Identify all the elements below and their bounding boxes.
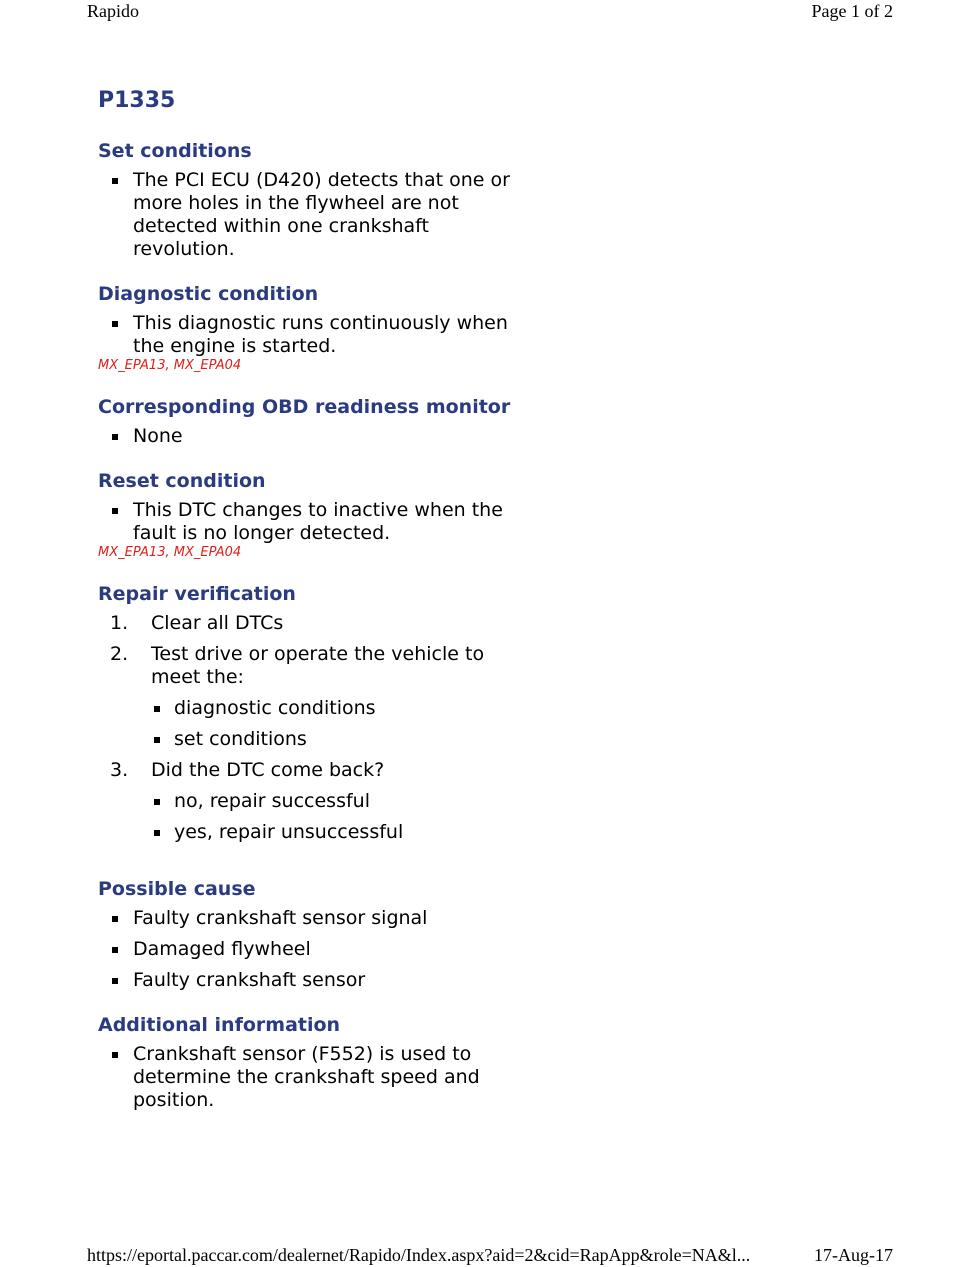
list-item: This DTC changes to inactive when the fault is no longer detected. [98,499,513,545]
sub-bullet-list [151,790,531,844]
section-possible-cause [98,878,598,992]
bullet-list [98,312,598,358]
sub-list-item: yes, repair unsuccessful [151,821,531,844]
applicability-tag: MX_EPA13, MX_EPA04 [98,545,242,560]
step-number: 1. [110,612,129,634]
bullet-list [98,499,598,545]
section-repair-verification [98,583,598,844]
section-heading: Set conditions [98,140,252,162]
page-title: P1335 [98,88,176,113]
step-text: Test drive or operate the vehicle to meet the: [151,643,485,688]
numbered-steps [98,612,598,844]
section-set-conditions [98,140,598,261]
section-heading: Possible cause [98,878,256,900]
list-item: Faulty crankshaft sensor signal [98,907,513,930]
list-item: Crankshaft sensor (F552) is used to determine the crankshaft speed and position. [98,1043,513,1112]
section-obd-readiness-monitor [98,396,598,448]
list-item: Faulty crankshaft sensor [98,969,513,992]
step-number: 3. [110,759,129,781]
section-additional-information [98,1014,598,1112]
bullet-list [98,1043,598,1112]
section-heading: Diagnostic condition [98,283,319,305]
step-item [98,643,531,751]
step-text: Clear all DTCs [151,612,284,634]
list-item: Damaged flywheel [98,938,513,961]
print-footer-date: 17-Aug-17 [814,1245,893,1265]
section-heading: Reset condition [98,470,266,492]
sub-list-item: diagnostic conditions [151,697,531,720]
sub-list-item: no, repair successful [151,790,531,813]
document-body [98,88,598,1120]
bullet-list [98,907,598,992]
sub-list-item: set conditions [151,728,531,751]
section-diagnostic-condition [98,283,598,374]
section-heading: Additional information [98,1014,341,1036]
section-heading: Repair verification [98,583,296,605]
step-item [98,612,531,635]
print-footer-url: https://eportal.paccar.com/dealernet/Rapido/Index.aspx?aid=2&cid=RapApp&role=NA&l... [87,1245,751,1265]
step-text: Did the DTC come back? [151,759,385,781]
section-heading: Corresponding OBD readiness monitor [98,396,511,418]
applicability-tag: MX_EPA13, MX_EPA04 [98,358,242,373]
list-item: This diagnostic runs continuously when the engine is started. [98,312,513,358]
bullet-list [98,425,598,448]
step-item [98,759,531,844]
sub-bullet-list [151,697,531,751]
step-number: 2. [110,643,129,665]
list-item: The PCI ECU (D420) detects that one or more holes in the flywheel are not detected within one crankshaft revolution. [98,169,513,261]
list-item: None [98,425,513,448]
section-reset-condition [98,470,598,561]
print-header-page-number: Page 1 of 2 [811,1,893,21]
print-header-title: Rapido [87,1,139,21]
bullet-list [98,169,598,261]
